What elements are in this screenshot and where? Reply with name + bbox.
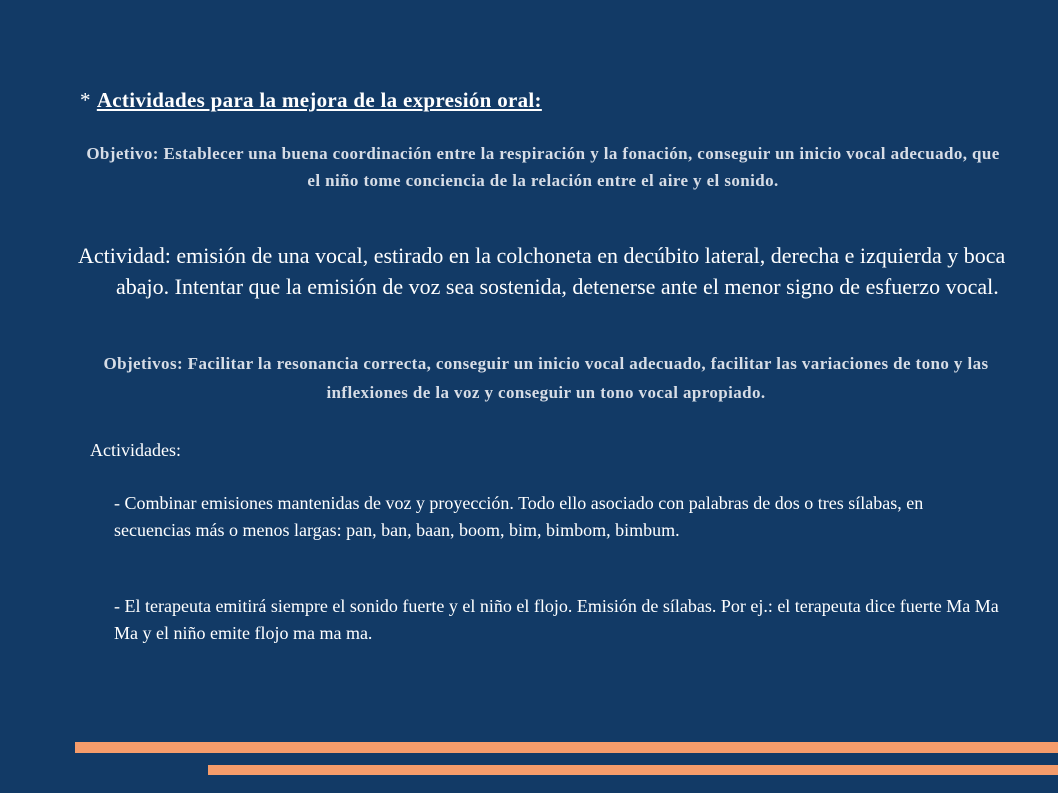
activity-item: - Combinar emisiones mantenidas de voz y proyección. Todo ello asociado con palabras de dos o tres sílabas, en secuencias más o menos largas: pan, ban, baan, boom, bim, bimbom, bimbum. <box>114 493 924 540</box>
accent-bar-top <box>75 742 1058 753</box>
slide-title <box>80 88 542 113</box>
title-text: Actividades para la mejora de la expresión oral: <box>96 88 542 112</box>
objective-2: Objetivos: Facilitar la resonancia correcta, conseguir un inicio vocal adecuado, facilitar las variaciones de tono y las inflexiones de la voz y conseguir un tono vocal apropiado. <box>103 354 989 402</box>
activity-1: Actividad: emisión de una vocal, estirado en la colchoneta en decúbito lateral, derecha e izquierda y boca abajo. Intentar que la emisión de voz sea sostenida, detenerse ante el menor signo de esfuerzo vocal. <box>78 243 1006 299</box>
title-bullet: * <box>80 88 91 112</box>
accent-bar-bottom <box>208 765 1058 775</box>
objective-1: Objetivo: Establecer una buena coordinación entre la respiración y la fonación, conseguir un inicio vocal adecuado, que el niño tome conciencia de la relación entre el aire y el sonido. <box>86 144 1000 190</box>
activities-label: Actividades: <box>90 440 181 460</box>
activity-item: - El terapeuta emitirá siempre el sonido fuerte y el niño el flojo. Emisión de sílabas. Por ej.: el terapeuta dice fuerte Ma Ma Ma y el niño emite flojo ma ma ma. <box>114 596 999 643</box>
